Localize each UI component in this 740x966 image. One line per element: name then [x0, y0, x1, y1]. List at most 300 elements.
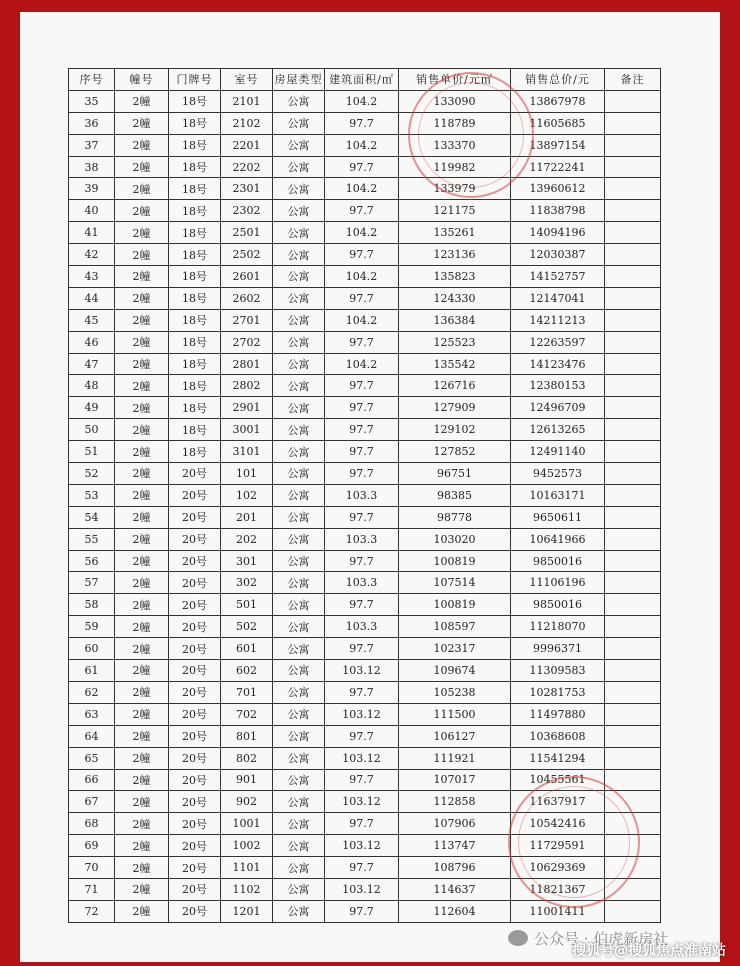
table-row [69, 857, 661, 879]
table-cell: 公寓 [273, 835, 325, 857]
table-cell: 97.7 [325, 287, 399, 309]
table-cell [605, 857, 661, 879]
table-cell: 56 [69, 550, 115, 572]
table-cell [605, 463, 661, 485]
table-cell: 20号 [169, 835, 221, 857]
table-cell: 2702 [221, 331, 273, 353]
table-header-row [69, 69, 661, 91]
table-cell: 10281753 [511, 681, 605, 703]
table-body [69, 90, 661, 922]
table-cell: 97.7 [325, 638, 399, 660]
table-cell: 2幢 [115, 791, 169, 813]
table-cell [605, 90, 661, 112]
table-cell: 公寓 [273, 287, 325, 309]
table-row [69, 616, 661, 638]
table-cell: 2幢 [115, 638, 169, 660]
table-cell: 2幢 [115, 200, 169, 222]
table-cell: 公寓 [273, 331, 325, 353]
table-cell [605, 747, 661, 769]
table-cell: 58 [69, 594, 115, 616]
table-cell [605, 331, 661, 353]
table-cell: 108796 [399, 857, 511, 879]
table-cell: 公寓 [273, 616, 325, 638]
table-cell: 2幢 [115, 287, 169, 309]
table-cell: 20号 [169, 484, 221, 506]
table-cell: 2幢 [115, 441, 169, 463]
table-cell: 公寓 [273, 900, 325, 922]
table-cell: 12491140 [511, 441, 605, 463]
table-cell: 公寓 [273, 375, 325, 397]
table-cell: 47 [69, 353, 115, 375]
table-cell: 2幢 [115, 419, 169, 441]
table-cell: 公寓 [273, 244, 325, 266]
table-cell: 103.3 [325, 528, 399, 550]
table-cell: 12613265 [511, 419, 605, 441]
table-cell: 36 [69, 112, 115, 134]
table-cell: 2幢 [115, 309, 169, 331]
wechat-watermark: 公众号 · 伯虎新房社 [534, 930, 669, 948]
table-cell: 20号 [169, 813, 221, 835]
table-row [69, 156, 661, 178]
table-cell: 123136 [399, 244, 511, 266]
table-cell: 125523 [399, 331, 511, 353]
table-cell: 公寓 [273, 528, 325, 550]
table-cell: 103020 [399, 528, 511, 550]
table-cell: 公寓 [273, 506, 325, 528]
table-cell: 105238 [399, 681, 511, 703]
table-cell: 98778 [399, 506, 511, 528]
table-cell: 107514 [399, 572, 511, 594]
table-cell: 43 [69, 266, 115, 288]
table-cell: 18号 [169, 156, 221, 178]
table-cell: 502 [221, 616, 273, 638]
table-cell: 2幢 [115, 353, 169, 375]
table-cell [605, 244, 661, 266]
table-row [69, 353, 661, 375]
table-cell: 11605685 [511, 112, 605, 134]
table-cell: 97.7 [325, 156, 399, 178]
table-cell: 2301 [221, 178, 273, 200]
column-header: 室号 [221, 69, 273, 91]
table-cell: 18号 [169, 309, 221, 331]
table-cell: 13960612 [511, 178, 605, 200]
table-cell: 12030387 [511, 244, 605, 266]
table-row [69, 813, 661, 835]
table-cell: 公寓 [273, 441, 325, 463]
table-cell: 20号 [169, 878, 221, 900]
column-header: 序号 [69, 69, 115, 91]
table-cell: 104.2 [325, 309, 399, 331]
table-cell: 97.7 [325, 900, 399, 922]
table-cell [605, 178, 661, 200]
table-row [69, 506, 661, 528]
table-cell [605, 506, 661, 528]
table-cell: 2801 [221, 353, 273, 375]
table-cell: 2幢 [115, 660, 169, 682]
table-cell: 2幢 [115, 835, 169, 857]
table-cell: 66 [69, 769, 115, 791]
table-cell: 44 [69, 287, 115, 309]
column-header: 销售总价/元 [511, 69, 605, 91]
table-cell: 49 [69, 397, 115, 419]
table-cell: 12380153 [511, 375, 605, 397]
table-cell: 97.7 [325, 550, 399, 572]
table-row [69, 725, 661, 747]
table-cell: 97.7 [325, 200, 399, 222]
table-cell: 2幢 [115, 112, 169, 134]
column-header: 备注 [605, 69, 661, 91]
table-cell: 112604 [399, 900, 511, 922]
table-cell: 2幢 [115, 813, 169, 835]
table-cell: 802 [221, 747, 273, 769]
table-cell [605, 528, 661, 550]
table-cell: 97.7 [325, 375, 399, 397]
table-cell: 9850016 [511, 550, 605, 572]
table-cell: 公寓 [273, 222, 325, 244]
table-cell: 46 [69, 331, 115, 353]
table-cell: 57 [69, 572, 115, 594]
table-cell: 10368608 [511, 725, 605, 747]
table-cell: 133090 [399, 90, 511, 112]
table-cell: 2201 [221, 134, 273, 156]
table-cell: 301 [221, 550, 273, 572]
table-cell: 公寓 [273, 484, 325, 506]
table-cell: 2幢 [115, 484, 169, 506]
table-cell: 20号 [169, 681, 221, 703]
table-cell: 2901 [221, 397, 273, 419]
table-cell: 公寓 [273, 878, 325, 900]
table-cell: 9452573 [511, 463, 605, 485]
table-cell: 2幢 [115, 900, 169, 922]
table-cell: 901 [221, 769, 273, 791]
table-cell: 103.12 [325, 791, 399, 813]
table-cell: 68 [69, 813, 115, 835]
table-cell: 2幢 [115, 550, 169, 572]
table-cell [605, 681, 661, 703]
table-cell: 65 [69, 747, 115, 769]
table-cell [605, 353, 661, 375]
table-cell: 18号 [169, 90, 221, 112]
table-cell: 97.7 [325, 813, 399, 835]
table-cell: 2幢 [115, 463, 169, 485]
table-row [69, 134, 661, 156]
table-row [69, 484, 661, 506]
table-cell: 20号 [169, 550, 221, 572]
table-row [69, 878, 661, 900]
table-cell: 2幢 [115, 178, 169, 200]
table-cell: 公寓 [273, 660, 325, 682]
table-cell: 97.7 [325, 112, 399, 134]
table-cell: 118789 [399, 112, 511, 134]
table-cell: 公寓 [273, 309, 325, 331]
table-cell: 97.7 [325, 419, 399, 441]
table-cell: 11541294 [511, 747, 605, 769]
table-cell: 13897154 [511, 134, 605, 156]
table-cell: 1101 [221, 857, 273, 879]
table-cell [605, 878, 661, 900]
table-cell: 136384 [399, 309, 511, 331]
table-cell: 2幢 [115, 703, 169, 725]
table-cell: 公寓 [273, 747, 325, 769]
table-cell: 98385 [399, 484, 511, 506]
table-cell [605, 222, 661, 244]
table-cell: 公寓 [273, 857, 325, 879]
table-cell: 12496709 [511, 397, 605, 419]
table-cell [605, 266, 661, 288]
table-cell: 59 [69, 616, 115, 638]
column-header: 销售单价/元㎡ [399, 69, 511, 91]
table-cell: 2幢 [115, 506, 169, 528]
table-cell: 40 [69, 200, 115, 222]
table-cell: 701 [221, 681, 273, 703]
table-cell: 111921 [399, 747, 511, 769]
table-cell: 106127 [399, 725, 511, 747]
table-cell [605, 309, 661, 331]
table-cell: 127852 [399, 441, 511, 463]
table-cell: 121175 [399, 200, 511, 222]
table-cell: 2幢 [115, 528, 169, 550]
table-cell: 119982 [399, 156, 511, 178]
table-cell: 18号 [169, 287, 221, 309]
table-cell: 2幢 [115, 725, 169, 747]
table-cell [605, 484, 661, 506]
table-cell: 100819 [399, 550, 511, 572]
table-cell: 2幢 [115, 594, 169, 616]
table-row [69, 835, 661, 857]
table-cell [605, 550, 661, 572]
table-row [69, 178, 661, 200]
table-cell: 11722241 [511, 156, 605, 178]
table-cell: 公寓 [273, 353, 325, 375]
column-header: 房屋类型 [273, 69, 325, 91]
table-cell: 37 [69, 134, 115, 156]
table-cell [605, 112, 661, 134]
table-cell: 104.2 [325, 90, 399, 112]
table-cell: 97.7 [325, 681, 399, 703]
table-cell: 18号 [169, 112, 221, 134]
table-cell: 14152757 [511, 266, 605, 288]
table-cell: 104.2 [325, 178, 399, 200]
table-cell: 20号 [169, 616, 221, 638]
table-cell: 97.7 [325, 441, 399, 463]
table-cell: 103.12 [325, 703, 399, 725]
table-cell: 63 [69, 703, 115, 725]
table-cell: 公寓 [273, 681, 325, 703]
table-cell: 2幢 [115, 747, 169, 769]
table-cell: 107017 [399, 769, 511, 791]
table-row [69, 375, 661, 397]
table-cell: 2302 [221, 200, 273, 222]
table-cell: 公寓 [273, 813, 325, 835]
table-row [69, 463, 661, 485]
table-cell: 20号 [169, 594, 221, 616]
table-cell: 133370 [399, 134, 511, 156]
table-cell: 18号 [169, 134, 221, 156]
table-cell: 2幢 [115, 572, 169, 594]
table-cell: 13867978 [511, 90, 605, 112]
table-cell: 2102 [221, 112, 273, 134]
table-cell: 11729591 [511, 835, 605, 857]
table-cell: 70 [69, 857, 115, 879]
table-cell: 104.2 [325, 222, 399, 244]
table-row [69, 791, 661, 813]
table-cell: 2幢 [115, 331, 169, 353]
table-cell: 55 [69, 528, 115, 550]
table-cell: 18号 [169, 178, 221, 200]
table-row [69, 703, 661, 725]
table-cell: 12263597 [511, 331, 605, 353]
table-cell: 126716 [399, 375, 511, 397]
table-cell: 112858 [399, 791, 511, 813]
price-table [68, 68, 661, 923]
table-cell: 35 [69, 90, 115, 112]
table-cell [605, 900, 661, 922]
table-cell: 51 [69, 441, 115, 463]
table-cell: 20号 [169, 857, 221, 879]
table-row [69, 681, 661, 703]
table-cell [605, 375, 661, 397]
table-cell: 100819 [399, 594, 511, 616]
table-cell [605, 419, 661, 441]
table-cell [605, 572, 661, 594]
table-cell: 公寓 [273, 397, 325, 419]
column-header: 建筑面积/㎡ [325, 69, 399, 91]
table-cell: 2幢 [115, 857, 169, 879]
table-cell: 18号 [169, 331, 221, 353]
table-cell: 12147041 [511, 287, 605, 309]
table-cell: 601 [221, 638, 273, 660]
table-cell: 2幢 [115, 266, 169, 288]
table-cell: 18号 [169, 375, 221, 397]
table-cell: 2501 [221, 222, 273, 244]
table-row [69, 594, 661, 616]
table-cell: 公寓 [273, 178, 325, 200]
table-cell: 18号 [169, 244, 221, 266]
table-cell: 公寓 [273, 266, 325, 288]
table-cell: 302 [221, 572, 273, 594]
table-cell: 20号 [169, 747, 221, 769]
table-cell: 103.3 [325, 616, 399, 638]
column-header: 幢号 [115, 69, 169, 91]
table-row [69, 331, 661, 353]
table-cell: 135823 [399, 266, 511, 288]
table-cell: 9650611 [511, 506, 605, 528]
table-row [69, 572, 661, 594]
table-cell: 61 [69, 660, 115, 682]
table-cell: 2601 [221, 266, 273, 288]
table-cell: 公寓 [273, 703, 325, 725]
table-cell: 11637917 [511, 791, 605, 813]
table-row [69, 550, 661, 572]
table-cell: 64 [69, 725, 115, 747]
table-cell: 18号 [169, 441, 221, 463]
table-cell: 10163171 [511, 484, 605, 506]
table-cell: 2802 [221, 375, 273, 397]
table-cell: 108597 [399, 616, 511, 638]
table-cell: 39 [69, 178, 115, 200]
table-cell: 102317 [399, 638, 511, 660]
table-cell: 96751 [399, 463, 511, 485]
table-cell: 109674 [399, 660, 511, 682]
table-cell: 2幢 [115, 90, 169, 112]
table-cell: 103.12 [325, 747, 399, 769]
table-cell: 97.7 [325, 463, 399, 485]
table-cell: 101 [221, 463, 273, 485]
table-cell: 133979 [399, 178, 511, 200]
table-row [69, 397, 661, 419]
table-row [69, 309, 661, 331]
table-cell: 97.7 [325, 506, 399, 528]
table-cell: 114637 [399, 878, 511, 900]
table-cell: 2202 [221, 156, 273, 178]
table-cell: 801 [221, 725, 273, 747]
table-cell: 20号 [169, 463, 221, 485]
table-cell [605, 703, 661, 725]
wechat-icon [508, 930, 528, 946]
table-cell: 公寓 [273, 156, 325, 178]
table-cell: 11821367 [511, 878, 605, 900]
table-cell: 67 [69, 791, 115, 813]
table-cell: 97.7 [325, 594, 399, 616]
table-cell: 3001 [221, 419, 273, 441]
table-cell: 97.7 [325, 725, 399, 747]
table-cell: 69 [69, 835, 115, 857]
table-cell: 2幢 [115, 375, 169, 397]
table-cell: 9850016 [511, 594, 605, 616]
table-cell: 公寓 [273, 572, 325, 594]
table-cell: 11106196 [511, 572, 605, 594]
table-cell: 14211213 [511, 309, 605, 331]
table-cell: 72 [69, 900, 115, 922]
table-cell: 702 [221, 703, 273, 725]
table-cell: 2幢 [115, 397, 169, 419]
sohu-watermark: 搜狐号@搜狐焦点淮南站 [572, 943, 726, 959]
table-cell [605, 134, 661, 156]
table-cell: 50 [69, 419, 115, 441]
table-row [69, 90, 661, 112]
table-cell: 129102 [399, 419, 511, 441]
table-cell: 20号 [169, 791, 221, 813]
table-cell [605, 156, 661, 178]
table-cell: 41 [69, 222, 115, 244]
table-cell: 公寓 [273, 419, 325, 441]
table-cell: 公寓 [273, 550, 325, 572]
table-cell: 135261 [399, 222, 511, 244]
table-cell [605, 200, 661, 222]
table-row [69, 112, 661, 134]
table-cell [605, 769, 661, 791]
table-cell: 10629369 [511, 857, 605, 879]
table-row [69, 266, 661, 288]
table-cell: 14094196 [511, 222, 605, 244]
table-cell: 71 [69, 878, 115, 900]
table-cell: 20号 [169, 528, 221, 550]
table-cell: 602 [221, 660, 273, 682]
table-cell: 103.3 [325, 484, 399, 506]
table-cell: 11001411 [511, 900, 605, 922]
table-cell [605, 660, 661, 682]
table-cell: 2幢 [115, 878, 169, 900]
table-cell: 18号 [169, 397, 221, 419]
table-cell: 102 [221, 484, 273, 506]
table-row [69, 287, 661, 309]
table-row [69, 660, 661, 682]
table-cell: 公寓 [273, 90, 325, 112]
table-cell [605, 725, 661, 747]
table-cell: 2幢 [115, 244, 169, 266]
table-row [69, 441, 661, 463]
table-row [69, 769, 661, 791]
